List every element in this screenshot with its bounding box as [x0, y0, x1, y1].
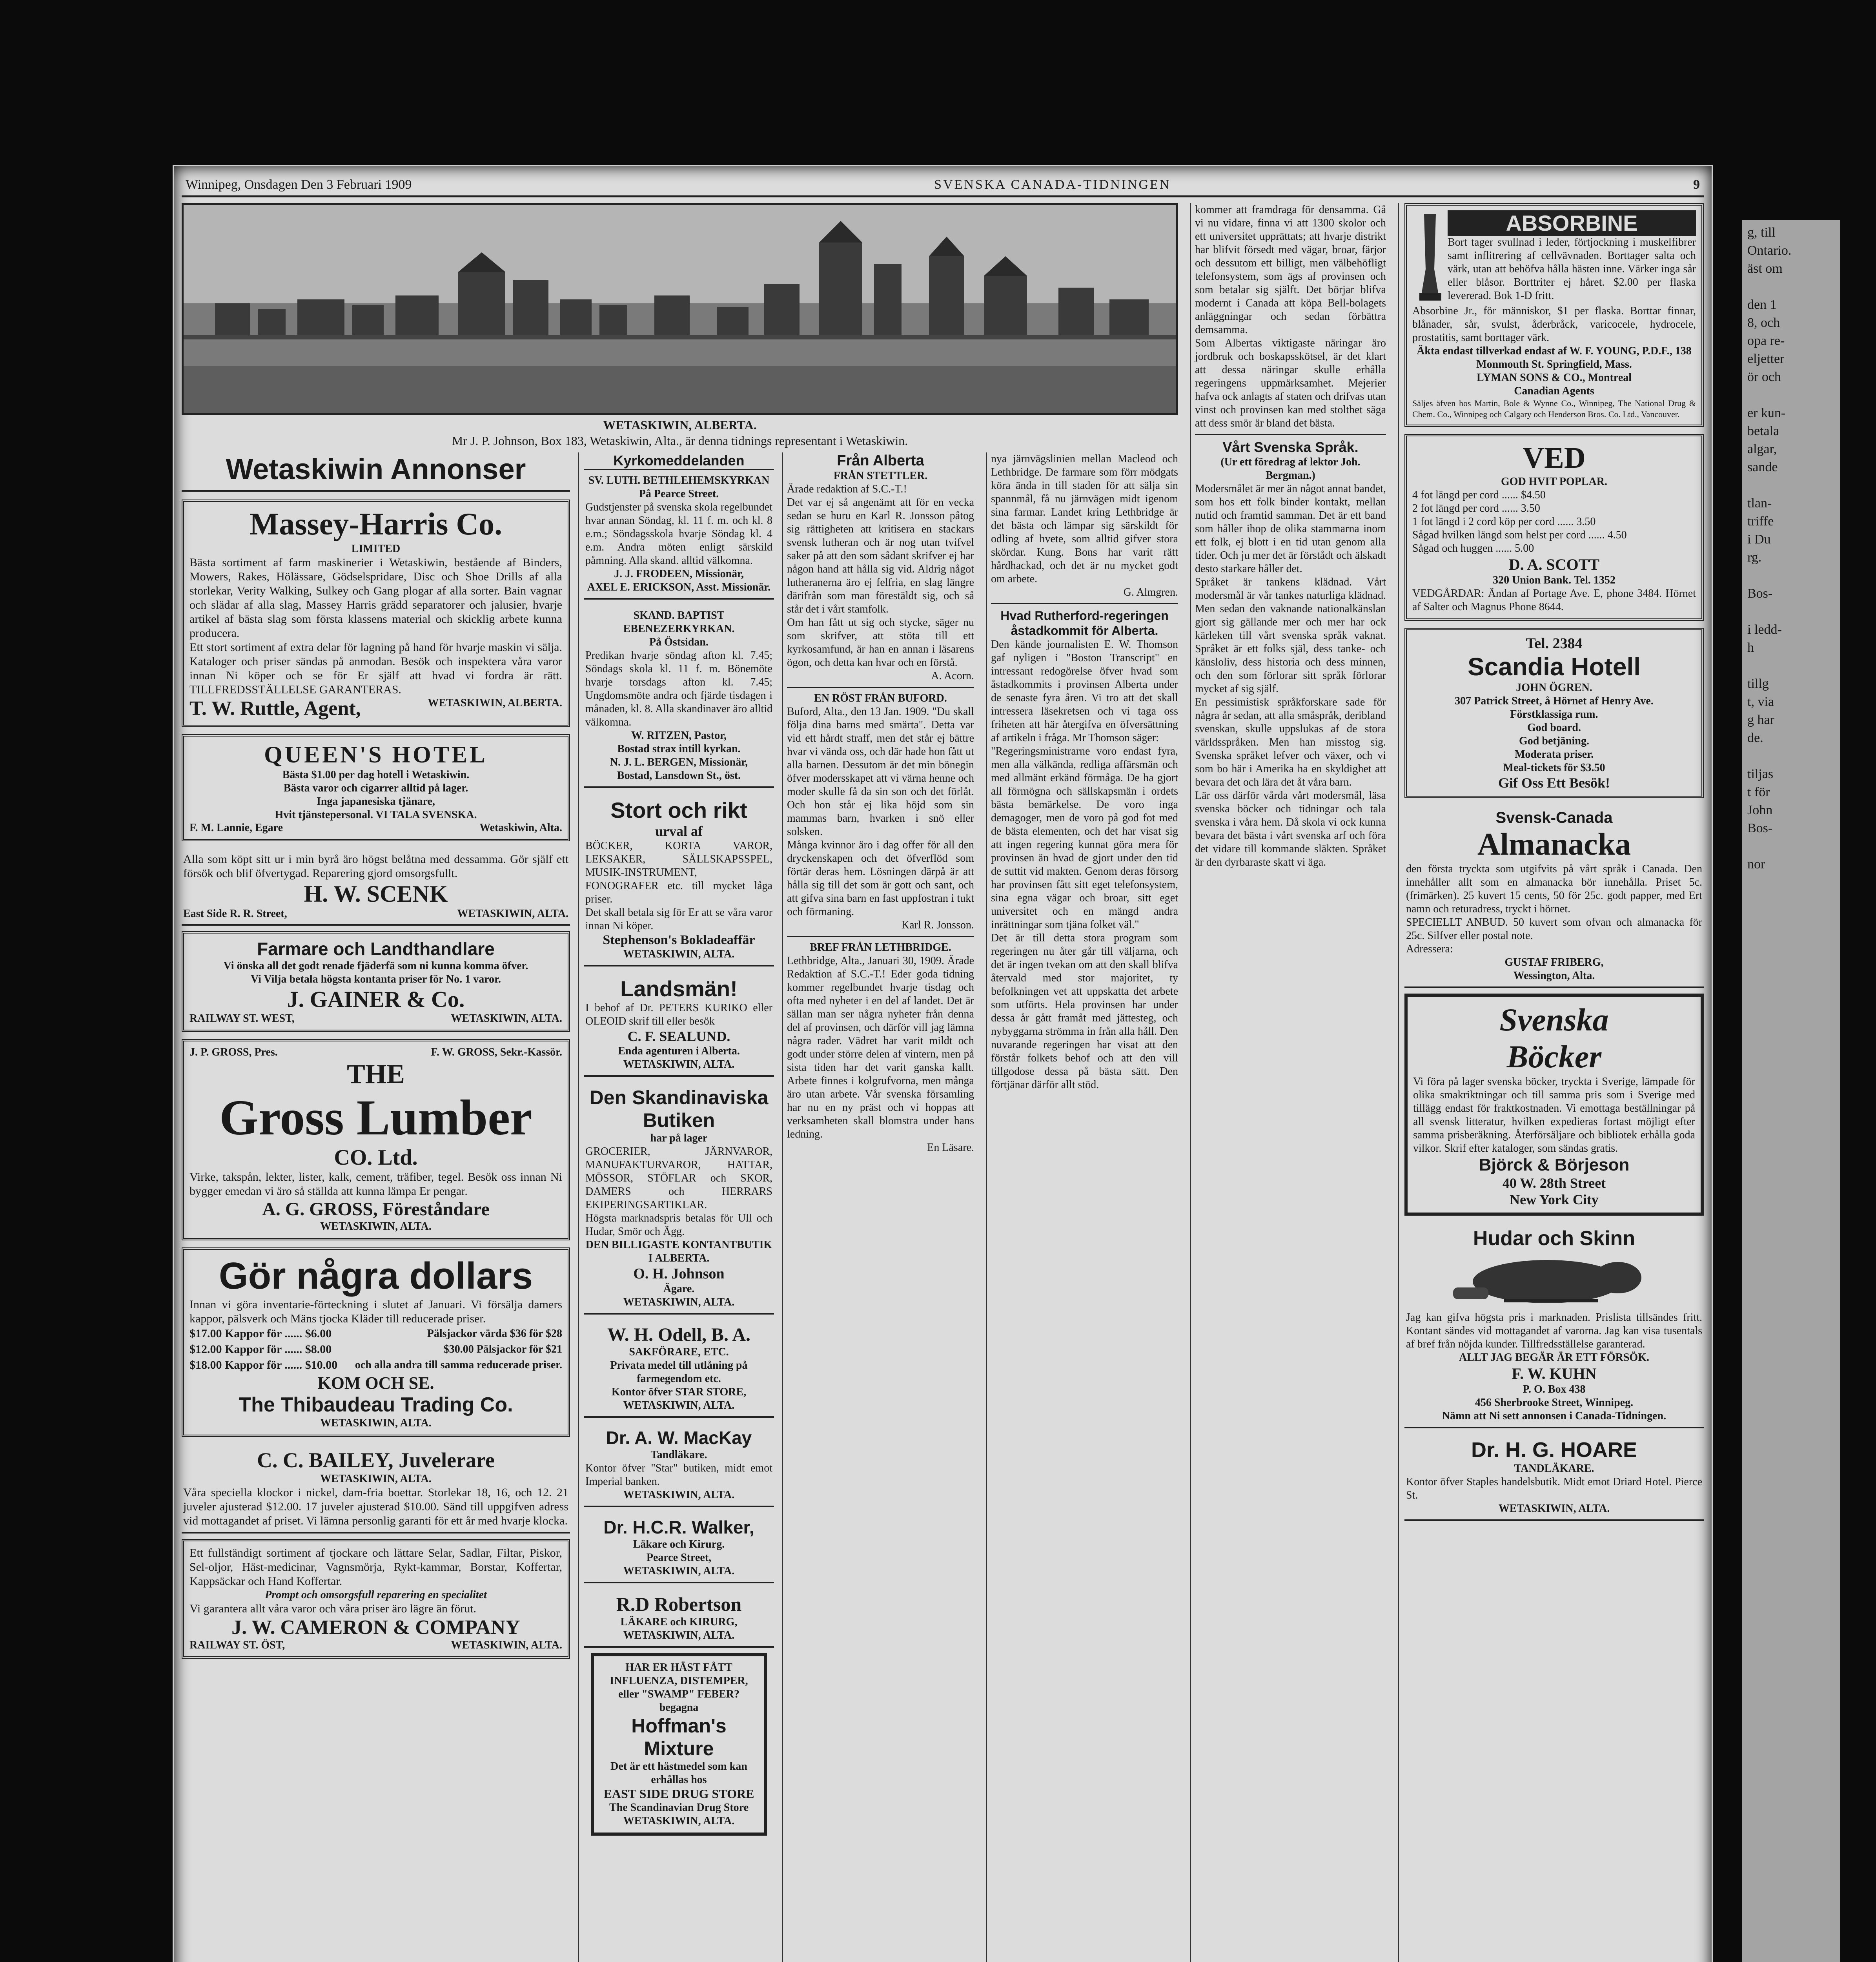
stettler-paragraph-2: Om han fått ut sig och stycke, säger nu som skrifver, att stöta till ett kyrkosamfund, är han en annan i läsarens ögon, och detta kan hvar och en förstå. [787, 616, 974, 669]
divider [991, 603, 1178, 604]
rutherford-heading: Hvad Rutherford-regeringen åstadkommit för Alberta. [1000, 609, 1169, 638]
scenk-ad [182, 848, 570, 926]
strip-line [1747, 837, 1834, 855]
divider [787, 687, 974, 688]
sprak-paragraph-4: Lär oss därför vårda vårt modersmål, läsa svenska böcker och tidningar och tala svenska i våra hem. Då skola vi ock kunna bevara det bästa i vårt svenska arf och föra det vidare till kommande släkten. Språket är den dyrbaraste skatt vi äga. [1195, 790, 1386, 868]
absorbine-agent: LYMAN SONS & CO., Montreal [1476, 372, 1632, 384]
hoffman-sub: The Scandinavian Drug Store [609, 1802, 749, 1814]
gainer-addr: RAILWAY ST. WEST, [189, 1012, 295, 1025]
baptist-person-4: Bostad, Lansdown St., öst. [617, 769, 741, 782]
hoffman-use: begagna [659, 1701, 699, 1714]
dollars-price-5: $30.00 Pälsjackor för $21 [443, 1343, 562, 1355]
odell-ad [584, 1320, 774, 1418]
bocker-town: New York City [1510, 1192, 1599, 1207]
gross-the: THE [347, 1059, 405, 1089]
bailey-body: Våra speciella klockor i nickel, dam-fria boettar. Storlekar 18, 16, och 12. 21 juveler ajusterad $12.00. 17 juveler ajusterad $10.00. Sänd till uppgifven adress vid mottagandet af priset. Vi lämna personlig garanti för ett år med hvarje klocka. [183, 1486, 568, 1527]
strip-line: nor [1747, 857, 1765, 872]
odell-title: W. H. Odell, B. A. [607, 1324, 750, 1345]
baptist-person-1: W. RITZEN, Pastor, [631, 729, 727, 742]
strip-line: äst om [1747, 261, 1783, 276]
gross-lumber-ad [182, 1039, 570, 1240]
buford-subheading: EN RÖST FRÅN BUFORD. [814, 692, 947, 704]
scandia-line-3: God betjäning. [1519, 735, 1589, 747]
strip-line: Ontario. [1747, 243, 1792, 258]
landsman-ad [584, 972, 774, 1077]
gross-co: CO. Ltd. [334, 1145, 418, 1170]
lethbridge-paragraph: Lethbridge, Alta., Januari 30, 1909. Ärade Redaktion af S.C.-T.! Eder goda tidning kommer regelbundet hvarje tisdag och ofta med nyheter i en del af landet. Det är sällan man ser några nyheter från denna del af provinsen, och därför vill jag lämna några rader. Vädret har varit mildt och godt under större delen af vintern, men på sista tiden har det varit ganska kallt. Arbete finnes i kolgrufvorna, men många äro utan arbete. Vår svenska församling har nu en ny präst och vi hoppas att verksamheten skall blomstra under hans ledning. [787, 955, 974, 1140]
buford-paragraph-1: Buford, Alta., den 13 Jan. 1909. "Du skall följa dina barns med smärta". Detta var vid ett hårdt straff, men det står ej bättre hvar vi vända oss, och där hade hon fått ut alla barnen. Dessutom är det min bönegin öfver modersskapet att vi värna henne och moder skulle få da sin son och det förlåt. Och hon står ej lika höjd som sin mammas barn, hvarken i snö eller solsken. [787, 706, 974, 838]
dollars-price-4: Pälsjackor värda $36 för $28 [427, 1327, 562, 1340]
stort-store: Stephenson's Bokladeaffär [603, 933, 755, 947]
landsman-line-2: Enda agenturen i Alberta. [618, 1045, 740, 1057]
dollars-town: WETASKIWIN, ALTA. [320, 1417, 432, 1429]
almanacka-address-label: Adressera: [1406, 943, 1453, 955]
mackay-role: Tandläkare. [650, 1449, 707, 1461]
massey-title: Massey-Harris Co. [249, 507, 503, 542]
hoffman-body: Det är ett hästmedel som kan erhållas hos [610, 1760, 747, 1786]
hoare-ad [1404, 1434, 1704, 1521]
odell-role: SAKFÖRARE, ETC. [629, 1346, 729, 1358]
ved-row-1: 4 fot längd per cord ...... $4.50 [1412, 489, 1546, 501]
queens-line-3: Inga japanesiska tjänare, [316, 795, 435, 808]
hoffman-title: Hoffman's Mixture [631, 1715, 727, 1760]
hoffman-town: WETASKIWIN, ALTA. [623, 1815, 735, 1827]
ved-row-4: Sågad hvilken längd som helst per cord ...... 4.50 [1412, 529, 1627, 541]
skand-role: Ägare. [663, 1283, 695, 1295]
ved-row-5: Sågad och huggen ...... 5.00 [1412, 542, 1534, 554]
stort-sub: urval af [655, 823, 703, 839]
cameron-name: J. W. CAMERON & COMPANY [231, 1616, 520, 1639]
dollars-title: Gör några dollars [219, 1255, 533, 1297]
strip-line [1747, 386, 1834, 404]
ved-title: VED [1523, 441, 1586, 474]
masthead [182, 174, 1704, 197]
absorbine-also: Säljes äfven hos Martin, Bole & Wynne Co., Winnipeg, The National Drug & Chem. Co., Winnipeg och Calgary och Henderson Bros. Co. Ltd., Vancouver. [1412, 398, 1696, 419]
newspaper-page [173, 165, 1713, 1962]
strip-line: tillg [1747, 676, 1769, 691]
strip-line: ör och [1747, 370, 1781, 384]
gross-manager: A. G. GROSS, Föreståndare [262, 1199, 490, 1220]
stort-line-2: Det skall betala sig för Er att se våra varor innan Ni köper. [585, 906, 772, 932]
baptist-body: Predikan hvarje söndag afton kl. 7.45; Söndags skola kl. 11 f. m. Bönemöte hvarje torsdags afton kl. 7.45; Ungdomsmöte andra och fjärde tisdagen i månaden, kl. 8. Alla skandinaver äro alltid välkomna. [585, 649, 772, 728]
stort-title: Stort och rikt [610, 798, 747, 822]
dollars-price-right [355, 1326, 562, 1373]
rutherford-continued-1: kommer att framdraga för densamma. Gå vi nu vidare, finna vi att 1300 skolor och ett universitet upprättats; att hvarje distrikt har blifvit försedt med vägar, broar, färjor och dessutom ett billigt, men välbehöfligt telefonsystem, som ägs af provinsen och som betalar sig själft. Det börjar blifva modernt i Canada att köpa Bell-bolagets anläggningar och sedan förbättra demsamma. [1195, 204, 1386, 336]
queens-owner: F. M. Lannie, Egare [189, 822, 283, 834]
divider [787, 936, 974, 937]
skand-line-3: DEN BILLIGASTE KONTANTBUTIK I ALBERTA. [585, 1239, 772, 1264]
robertson-role: LÄKARE och KIRURG, [620, 1616, 738, 1628]
dollars-price-grid [189, 1326, 562, 1373]
stephenson-ad [584, 793, 774, 966]
queens-line-2: Bästa varor och cigarrer alltid på lager. [283, 782, 468, 794]
baptist-church-notice [584, 605, 774, 788]
hudar-addr: 456 Sherbrooke Street, Winnipeg. [1475, 1397, 1634, 1409]
strip-line [1747, 747, 1834, 765]
svenska-bocker-ad [1404, 994, 1704, 1216]
strip-line: opa re- [1747, 334, 1785, 348]
luth-body: Gudstjenster på svenska skola regelbundet hvar annan Söndag, kl. 11 f. m. och kl. 8 e.m.; Söndagsskola hvarje Söndag kl. 4 e.m. Andra möten enligt särskild påmning. Alla skand. alltid välkomna. [585, 501, 772, 567]
gross-officers-row [189, 1046, 562, 1059]
hoare-body: Kontor öfver Staples handelsbutik. Midt emot Driard Hotel. Pierce St. [1406, 1476, 1702, 1501]
hudar-note: Nämn att Ni sett annonsen i Canada-Tidningen. [1442, 1410, 1667, 1422]
column-1-wetaskiwin-ads [182, 452, 570, 1962]
skand-title: Den Skandinaviska Butiken [589, 1087, 769, 1131]
cameron-ad [182, 1539, 570, 1659]
almanacka-title: Almanacka [1477, 827, 1631, 862]
gross-pres: J. P. GROSS, Pres. [189, 1046, 278, 1058]
skand-name: O. H. Johnson [633, 1265, 725, 1282]
massey-agent: T. W. Ruttle, Agent, [189, 697, 361, 720]
page-number: 9 [1693, 177, 1700, 192]
column-6-ads [1398, 203, 1704, 1962]
strip-line: algar, [1747, 442, 1777, 456]
strip-line: eljetter [1747, 352, 1785, 366]
scandia-owner: JOHN ÖGREN. [1516, 682, 1592, 694]
dollars-body: Innan vi göra inventarie-förteckning i slutet af Januari. Vi försälja damers kappor, pälsverk och Mäns tjocka Kläder till reducerade priser. [189, 1298, 562, 1325]
baptist-title: SKAND. BAPTIST EBENEZERKYRKAN. [623, 609, 735, 635]
cameron-town: WETASKIWIN, ALTA. [451, 1639, 562, 1651]
mackay-ad [584, 1423, 774, 1507]
strip-line [1747, 657, 1834, 675]
almanacka-town: Wessington, Alta. [1513, 970, 1595, 982]
odell-line-2: Kontor öfver STAR STORE, [611, 1386, 747, 1398]
queens-owner-row [189, 822, 562, 834]
strip-line: er kun- [1747, 406, 1786, 420]
walker-town: WETASKIWIN, ALTA. [623, 1565, 735, 1577]
massey-town: WETASKIWIN, ALBERTA. [428, 697, 562, 709]
lethbridge-subheading: BREF FRÅN LETHBRIDGE. [810, 941, 951, 954]
ved-yard: VEDGÅRDAR: Ändan af Portage Ave. E, phone 3484. Hörnet af Salter och Magnus Phone 8644. [1412, 587, 1696, 613]
skand-town: WETASKIWIN, ALTA. [623, 1296, 735, 1308]
baptist-place: På Östsidan. [649, 636, 709, 648]
bailey-town: WETASKIWIN, ALTA. [320, 1473, 432, 1485]
queens-line-1: Bästa $1.00 per dag hotell i Wetaskiwin. [282, 769, 470, 781]
gainer-ad [182, 931, 570, 1032]
bailey-title: C. C. BAILEY, Juvelerare [257, 1448, 495, 1472]
strip-line [1747, 278, 1834, 296]
dollars-price-3: $18.00 Kappor för ...... $10.00 [189, 1358, 338, 1371]
strip-line: t för [1747, 785, 1770, 799]
gainer-addr-row [189, 1012, 562, 1025]
strip-line: Bos- [1747, 586, 1773, 601]
strip-line [1747, 603, 1834, 621]
absorbine-ad [1404, 203, 1704, 427]
hudar-cta: ALLT JAG BEGÄR ÄR ETT FÖRSÖK. [1459, 1351, 1649, 1364]
scandia-addr: 307 Patrick Street, å Hörnet af Henry Ave. [1455, 695, 1654, 707]
strip-line [1747, 567, 1834, 585]
gainer-line-2: Vi Vilja betala högsta kontanta priser för No. 1 varor. [250, 973, 501, 985]
walker-title: Dr. H.C.R. Walker, [603, 1517, 754, 1537]
luth-church-notice [584, 470, 774, 600]
dollars-price-6: och alla andra till samma reducerade priser. [355, 1359, 562, 1371]
stettler-greeting: Ärade redaktion af S.C.-T.! [787, 483, 907, 495]
landsman-title: Landsmän! [620, 976, 738, 1001]
column-2-heading: Kyrkomeddelanden [584, 452, 774, 470]
hudar-body: Jag kan gifva högsta pris i marknaden. Prislista tillsändes fritt. Kontant sändes vid mottagandet af varorna. Jag kan visa tusentals af bref från nöjda kunder. Tillfredsställelse garanterad. [1406, 1311, 1702, 1350]
massey-body-2: Ett stort sortiment af extra delar för lagning på hand för hvarje maskin vi sälja. Kataloger och priser sändas på anmodan. Besök och inspektera våra varor innan Ni köper och se för Er själf att hvad vi fordra är rätt. TILLFREDSSTÄLLELSE GARANTERAS. [189, 641, 562, 696]
absorbine-body: Bort tager svullnad i leder, förtjockning i muskelfibrer samt inflitrering af cellvävnaden. Borttager salta och värk, utan att behöfva hålla hästen inne. Värker inga sår eller blåsor. Borttriter ej håret. $2.00 per flaska levererad. Bok 1-D fritt. [1448, 236, 1696, 302]
strip-line: sande [1747, 460, 1778, 474]
gross-sekr: F. W. GROSS, Sekr.-Kassör. [431, 1046, 562, 1058]
bocker-body: Vi föra på lager svenska böcker, tryckta i Sverige, lämpade för olika smakriktningar och till samma pris som i Sverige med tillägg endast för fraktkostnaden. Vi emottaga beställningar på all svensk litteratur, hvilken expedieras fortast möjligt efter samma prisberäkning. Återförsäljare och bibliotek erhålla goda vilkor. Skrif efter kataloger, som sändas gratis. [1413, 1076, 1695, 1154]
photo-caption-text: Mr J. P. Johnson, Box 183, Wetaskiwin, Alta., är denna tidnings representant i Wetaskiwin. [452, 434, 908, 448]
column-3-fran-alberta [782, 452, 978, 1962]
dollars-price-left [189, 1326, 337, 1373]
strip-line: triffe [1747, 514, 1774, 529]
landsman-body: I behof af Dr. PETERS KURIKO eller OLEOID skrif till eller besök [585, 1002, 772, 1027]
strip-line: g har [1747, 713, 1774, 727]
massey-sub: LIMITED [351, 543, 401, 555]
stettler-subheading: FRÅN STETTLER. [833, 470, 928, 482]
absorbine-order: Äkta endast tillverkad endast af W. F. YOUNG, P.D.F., 138 Monmouth St. Springfield, Mass. [1417, 345, 1692, 370]
sprak-sub: (Ur ett föredrag af lektor Joh. Bergman.) [1220, 456, 1361, 481]
wetaskiwin-photo [182, 203, 1178, 415]
hudar-box: P. O. Box 438 [1523, 1383, 1586, 1395]
scenk-town: WETASKIWIN, ALTA. [457, 908, 568, 920]
stort-body: BÖCKER, KORTA VAROR, LEKSAKER, SÄLLSKAPSSPEL, MUSIK-INSTRUMENT, FONOGRAFER etc. till mycket låga priser. [585, 840, 772, 905]
photo-title: WETASKIWIN, ALBERTA. [603, 418, 757, 432]
absorbine-text [1448, 210, 1696, 303]
almanacka-name: GUSTAF FRIBERG, [1504, 956, 1604, 968]
cameron-addr-row [189, 1639, 562, 1652]
bocker-addr: 40 W. 28th Street [1502, 1175, 1606, 1191]
scandia-hotell-ad [1404, 628, 1704, 798]
luth-place: På Pearce Street. [639, 488, 719, 500]
rutherford-paragraph-1: Den kände journalisten E. W. Thomson gaf nyligen i "Boston Transcript" en intressant redogörelse öfver hvad som åstadkommits i provinsen Alberta under de senaste fyra åren. Vi tro att det skall intressera läsekretsen och vi taga oss friheten att här återgifva en öfversättning af artikeln i fråga. Mr Thomson säger: [991, 638, 1178, 744]
beaver-icon [1406, 1250, 1696, 1309]
hudar-skinn-ad [1404, 1223, 1704, 1428]
strip-line: i Du [1747, 532, 1771, 547]
scenk-body: Alla som köpt sitt ur i min byrå äro högst belåtna med dessamma. Gör själf ett försök och blif öfvertygad. Reparering gjord omsorgsfullt. [183, 853, 568, 880]
absorbine-title: ABSORBINE [1448, 210, 1696, 236]
almanacka-ad [1404, 805, 1704, 988]
strip-line: betala [1747, 424, 1779, 438]
luth-person-2: AXEL E. ERICKSON, Asst. Missionär. [587, 581, 771, 593]
skandinaviska-butiken-ad [584, 1082, 774, 1315]
ved-subtitle: GOD HVIT POPLAR. [1501, 476, 1607, 488]
robertson-town: WETASKIWIN, ALTA. [623, 1629, 735, 1641]
scenk-addr: East Side R. R. Street, [183, 908, 287, 920]
dollars-price-1: $17.00 Kappor för ...... $6.00 [189, 1327, 332, 1340]
column-3-heading: Från Alberta [837, 452, 924, 469]
sprak-paragraph-1: Modersmålet är mer än något annat bandet, som hos ett folk binder kontakt, mellan nutid och framtid samman. Det är ett band som håller ihop de olika stammarna inom ett folk, ej blott i en tid utan genom alla tider. Och ju mer det är förstådt och älskadt desto starkare håller det. [1195, 483, 1386, 575]
thibaudeau-ad [182, 1247, 570, 1437]
lethbridge-continued: nya järnvägslinien mellan Macleod och Lethbridge. De farmare som förr mödgats köra ända in till staden för att sälja sin spannmål, få nu järnvägen midt igenom sina farmar. Landet kring Lethbridge är det bästa och lämpar sig särskildt för odling af hvete, som alltid gifver stora skördar. Kung. Bons har varit rätt hårdhackad, och det är nu mycket godt om arbete. [991, 453, 1178, 585]
town-skyline-image [184, 205, 1176, 413]
hudar-title: Hudar och Skinn [1473, 1227, 1636, 1250]
dollars-cta: KOM OCH SE. [317, 1373, 434, 1393]
hoare-role: TANDLÄKARE. [1514, 1462, 1594, 1475]
gross-title: Gross Lumber [219, 1090, 532, 1145]
column-4-rutherford-article [986, 452, 1182, 1962]
hoare-town: WETASKIWIN, ALTA. [1498, 1502, 1610, 1515]
rutherford-continued-2: Som Albertas viktigaste näringar äro jordbruk och boskapsskötsel, är det klart att dessa näringar skulle erhålla regeringens uppmärksamhet. Mejerier hafva ock anlagts af staten och drifvas utan vinst och provinsen kan med stolthet säga att dess smör är bland det bästa. [1195, 337, 1386, 429]
scenk-name: H. W. SCENK [304, 881, 448, 907]
skand-body: GROCERIER, JÄRNVAROR, MANUFAKTURVAROR, HATTAR, MÖSSOR, STÖFLAR och SKOR, DAMERS och HERRARS EKIPERINGSARTIKLAR. [585, 1145, 772, 1211]
strip-line: t, via [1747, 695, 1774, 709]
strip-line: rg. [1747, 550, 1762, 565]
hoffman-store: EAST SIDE DRUG STORE [603, 1787, 754, 1801]
strip-line: tlan- [1747, 496, 1772, 511]
skand-line-2: Högsta marknadspris betalas för Ull och Hudar, Smör och Ägg. [585, 1212, 772, 1238]
adjacent-page-strip [1742, 220, 1840, 1962]
almanacka-body: den första tryckta som utgifvits på vårt språk i Canada. Den innehåller allt som en almanacka bör innehålla. Priset 5c. (frimärken). 25 kuvert 15 cents, 50 för 25c. godt papper, med Ert namn och returadress, tryckt i hörnet. [1406, 863, 1702, 915]
ved-row-2: 2 fot längd per cord ...... 3.50 [1412, 502, 1540, 514]
almanacka-top: Svensk-Canada [1495, 809, 1613, 826]
gainer-town: WETASKIWIN, ALTA. [451, 1012, 562, 1025]
hudar-name: F. W. KUHN [1512, 1365, 1597, 1382]
strip-line: Bos- [1747, 821, 1773, 835]
robertson-title: R.D Robertson [616, 1593, 742, 1615]
queens-town: Wetaskiwin, Alta. [479, 822, 562, 834]
scandia-cta: Gif Oss Ett Besök! [1498, 775, 1610, 791]
queens-line-4: Hvit tjänstepersonal. VI TALA SVENSKA. [275, 809, 477, 821]
scandia-line-2: God board. [1527, 722, 1581, 734]
sprak-heading: Vårt Svenska Språk. [1222, 439, 1359, 455]
gainer-line-1: Vi önska all det godt renade fjäderfä som ni kunna komma öfver. [223, 960, 528, 972]
landsman-name: C. F. SEALUND. [627, 1028, 730, 1044]
bailey-ad [182, 1444, 570, 1533]
divider [1195, 434, 1386, 435]
luth-person-1: J. J. FRODEEN, Missionär, [614, 568, 744, 580]
scandia-line-5: Meal-tickets för $3.50 [1503, 762, 1605, 774]
stettler-signature: A. Acorn. [931, 670, 974, 682]
stort-town: WETASKIWIN, ALTA. [623, 948, 735, 960]
rutherford-paragraph-2: "Regeringsministrarne voro endast fyra, men alla välkända, redliga affärsmän och med allmänt erkänd förmåga. De ha gjort all förmögna och sällskapsmän i ordets bästa bemärkelse. De voro inga demagoger, men de voro på god fot med de bästa elementen, och det har visat sig att ingen regering kunnat göra mera för provinsen än hvad de gjort under den tid de suttit vid makten. Genom deras försorg har provinsen fått sitt eget telefonsystem, sina egna vägar och broar, sitt eget universitet och en mängd andra inrättningar som tjäna folket väl." [991, 745, 1178, 931]
masthead-title: SVENSKA CANADA-TIDNINGEN [934, 177, 1171, 192]
baptist-person-3: N. J. L. BERGEN, Missionär, [610, 756, 748, 768]
masthead-date: Winnipeg, Onsdagen Den 3 Februari 1909 [186, 177, 412, 192]
buford-paragraph-2: Många kvinnor äro i dag offer för all den dryckenskapen och det öfverflöd som förtär deras hem. Lösningen därpå är att hålla sig till det som är gott och sant, och att gifva sina barn en fast uppfostran i tukt och förmaning. [787, 839, 974, 918]
queens-hotel-ad [182, 734, 570, 841]
strip-line: tiljas [1747, 767, 1774, 781]
strip-line [1747, 476, 1834, 494]
cameron-line-2: Vi garantera allt våra varor och våra priser äro lägre än förut. [189, 1602, 477, 1615]
absorbine-jr: Absorbine Jr., för människor, $1 per flaska. Borttar finnar, blånader, sår, svulst, åderbråck, varicocele, hydrocele, prostatitis, samt borttager värk. [1412, 305, 1696, 344]
luth-title: SV. LUTH. BETHLEHEMSKYRKAN [588, 474, 770, 487]
absorbine-header [1412, 210, 1696, 305]
strip-line: g, till [1747, 225, 1776, 240]
massey-agent-row [189, 697, 562, 720]
gainer-name: J. GAINER & Co. [287, 986, 465, 1012]
hoffman-mixture-ad [591, 1653, 767, 1836]
strip-line: h [1747, 640, 1754, 655]
odell-town: WETASKIWIN, ALTA. [623, 1399, 735, 1411]
lethbridge-signature: En Läsare. [927, 1141, 974, 1154]
scenk-addr-row [183, 908, 568, 920]
strip-line: de. [1747, 731, 1763, 745]
bocker-title-1: Svenska [1499, 1002, 1609, 1038]
walker-role: Läkare och Kirurg. [633, 1538, 725, 1550]
hoffman-question: HAR ER HÄST FÅTT INFLUENZA, DISTEMPER, eller "SWAMP" FEBER? [610, 1661, 748, 1700]
cameron-addr: RAILWAY ST. ÖST, [189, 1639, 285, 1651]
gainer-title: Farmare och Landthandlare [257, 939, 495, 959]
column-2-church-ads [578, 452, 774, 1962]
cameron-body: Ett fullständigt sortiment af tjockare och lättare Selar, Sadlar, Filtar, Piskor, Sel-oljor, Häst-medicinar, Vagnsmörja, Rykt-kammar, Borstar, Koffertar, Kappsäckar och Hand Koffertar. [189, 1546, 562, 1588]
buford-signature: Karl R. Jonsson. [901, 919, 974, 931]
ved-name: D. A. SCOTT [1508, 556, 1600, 573]
landsman-town: WETASKIWIN, ALTA. [623, 1058, 735, 1070]
rutherford-paragraph-3: Det är till detta stora program som regeringen nu åter går till väljarna, och det är ingen tvekan om att den skall blifva återvald med stor majoritet, ty befolkningen vet att uppskatta det arbete som utförts. Hela provinsen har under dessa år gått framåt med jättesteg, och nybyggarna strömma in från alla håll. Den nuvarande regeringen har visat att den förstår folkets behof och att den vill tillgodose dessa på bästa sätt. Den förtjänar därför allt stöd. [991, 932, 1178, 1091]
mackay-body: Kontor öfver "Star" butiken, midt emot Imperial banken. [585, 1462, 772, 1488]
gross-body: Virke, takspån, lekter, lister, kalk, cement, träfiber, tegel. Besök oss innan Ni bygger emedan vi äro så ställda att kunna lämpa Er pengar. [189, 1171, 562, 1198]
massey-body: Bästa sortiment af farm maskinerier i Wetaskiwin, bestående af Binders, Mowers, Rakes, Hölässare, Gödselspridare, Disc och Shoe Drills af alla storlekar, Verity Walking, Sulkey och Gang plogar af alla sorter. Bain vagnar och slädar af alla slag, Massey Harris grädd separatorer och jalusier, hvarje artikel af bästa slag som första klassens material och skicklig arbete kunna producera. [189, 556, 562, 640]
sprak-paragraph-2: Språket är tankens klädnad. Vårt modersmål är vår tankes naturliga klädnad. Men sedan den vaknande nationalkänslan gjort sig gällande mer och mer har ock kärleken till vårt svenska språk vaknat. Språket är ett folks själ, dess tanke- och känsloliv, dess historia och dess minnen, och den som förlorar sitt språk förlorar mycket af sig själf. [1195, 576, 1386, 695]
walker-addr: Pearce Street, [646, 1552, 712, 1564]
absorbine-agent-2: Canadian Agents [1514, 385, 1594, 397]
column-1-heading: Wetaskiwin Annonser [182, 452, 570, 492]
dollars-store: The Thibaudeau Trading Co. [239, 1393, 513, 1416]
walker-ad [584, 1513, 774, 1583]
ved-ad [1404, 434, 1704, 621]
horse-leg-icon [1412, 210, 1448, 305]
mackay-town: WETASKIWIN, ALTA. [623, 1489, 735, 1501]
bocker-name: Björck & Börjeson [1479, 1155, 1630, 1174]
photo-caption [182, 417, 1178, 449]
strip-line: 8, och [1747, 315, 1780, 330]
lethbridge-continued-signature: G. Almgren. [1123, 586, 1178, 598]
ved-row-3: 1 fot längd i 2 cord köp per cord ...... 3.50 [1412, 516, 1596, 528]
scandia-tel: Tel. 2384 [1526, 635, 1583, 652]
almanacka-special: SPECIELLT ANBUD. 50 kuvert som ofvan och almanacka för 25c. Silfver eller postal note. [1406, 916, 1702, 942]
ved-addr: 320 Union Bank. Tel. 1352 [1493, 574, 1616, 586]
scandia-line-1: Förstklassiga rum. [1510, 708, 1598, 720]
strip-line: den 1 [1747, 297, 1777, 312]
cameron-tag: Prompt och omsorgsfull reparering en specialitet [265, 1589, 487, 1601]
strip-line: i ledd- [1747, 622, 1782, 637]
sprak-paragraph-3: En pessimistisk språkforskare sade för några år sedan, att alla småspråk, deribland svenskan, skulle uppslukas af de stora världsspråken. Men han misstog sig. Svenska språket lefver och växer, och vi som bo här i Amerika ha en skyldighet att bevara det och lära det åt våra barn. [1195, 696, 1386, 788]
queens-title: QUEEN'S HOTEL [264, 742, 488, 768]
scandia-title: Scandia Hotell [1468, 653, 1641, 681]
baptist-person-2: Bostad strax intill kyrkan. [617, 743, 741, 755]
strip-line: John [1747, 803, 1773, 817]
robertson-ad [584, 1589, 774, 1648]
stettler-paragraph-1: Det var ej så angenämt att för en vecka sedan se huru en Karl R. Jonsson påtog sig rättigheten att kritisera en stackars svensk lutheran och är nog utan tvifvel saker på att den som sådant skrifver ej har någon hand att hålla sig vid. Aldrig något lutheranerna äro ej felfria, en slag längre därifrån som man förestäldt sig, och så står det i vårt stamfolk. [787, 496, 974, 615]
mackay-title: Dr. A. W. MacKay [606, 1428, 752, 1448]
scandia-line-4: Moderata priser. [1514, 748, 1594, 760]
skand-sub: har på lager [650, 1132, 708, 1144]
hoare-title: Dr. H. G. HOARE [1471, 1438, 1637, 1462]
column-5-svenska-sprak [1190, 203, 1390, 1962]
gross-town: WETASKIWIN, ALTA. [320, 1220, 432, 1233]
dollars-price-2: $12.00 Kappor för ...... $8.00 [189, 1343, 332, 1356]
bocker-title-2: Böcker [1506, 1039, 1602, 1074]
odell-body: Privata medel till utlåning på farmegendom etc. [610, 1359, 748, 1385]
massey-harris-ad [182, 500, 570, 727]
